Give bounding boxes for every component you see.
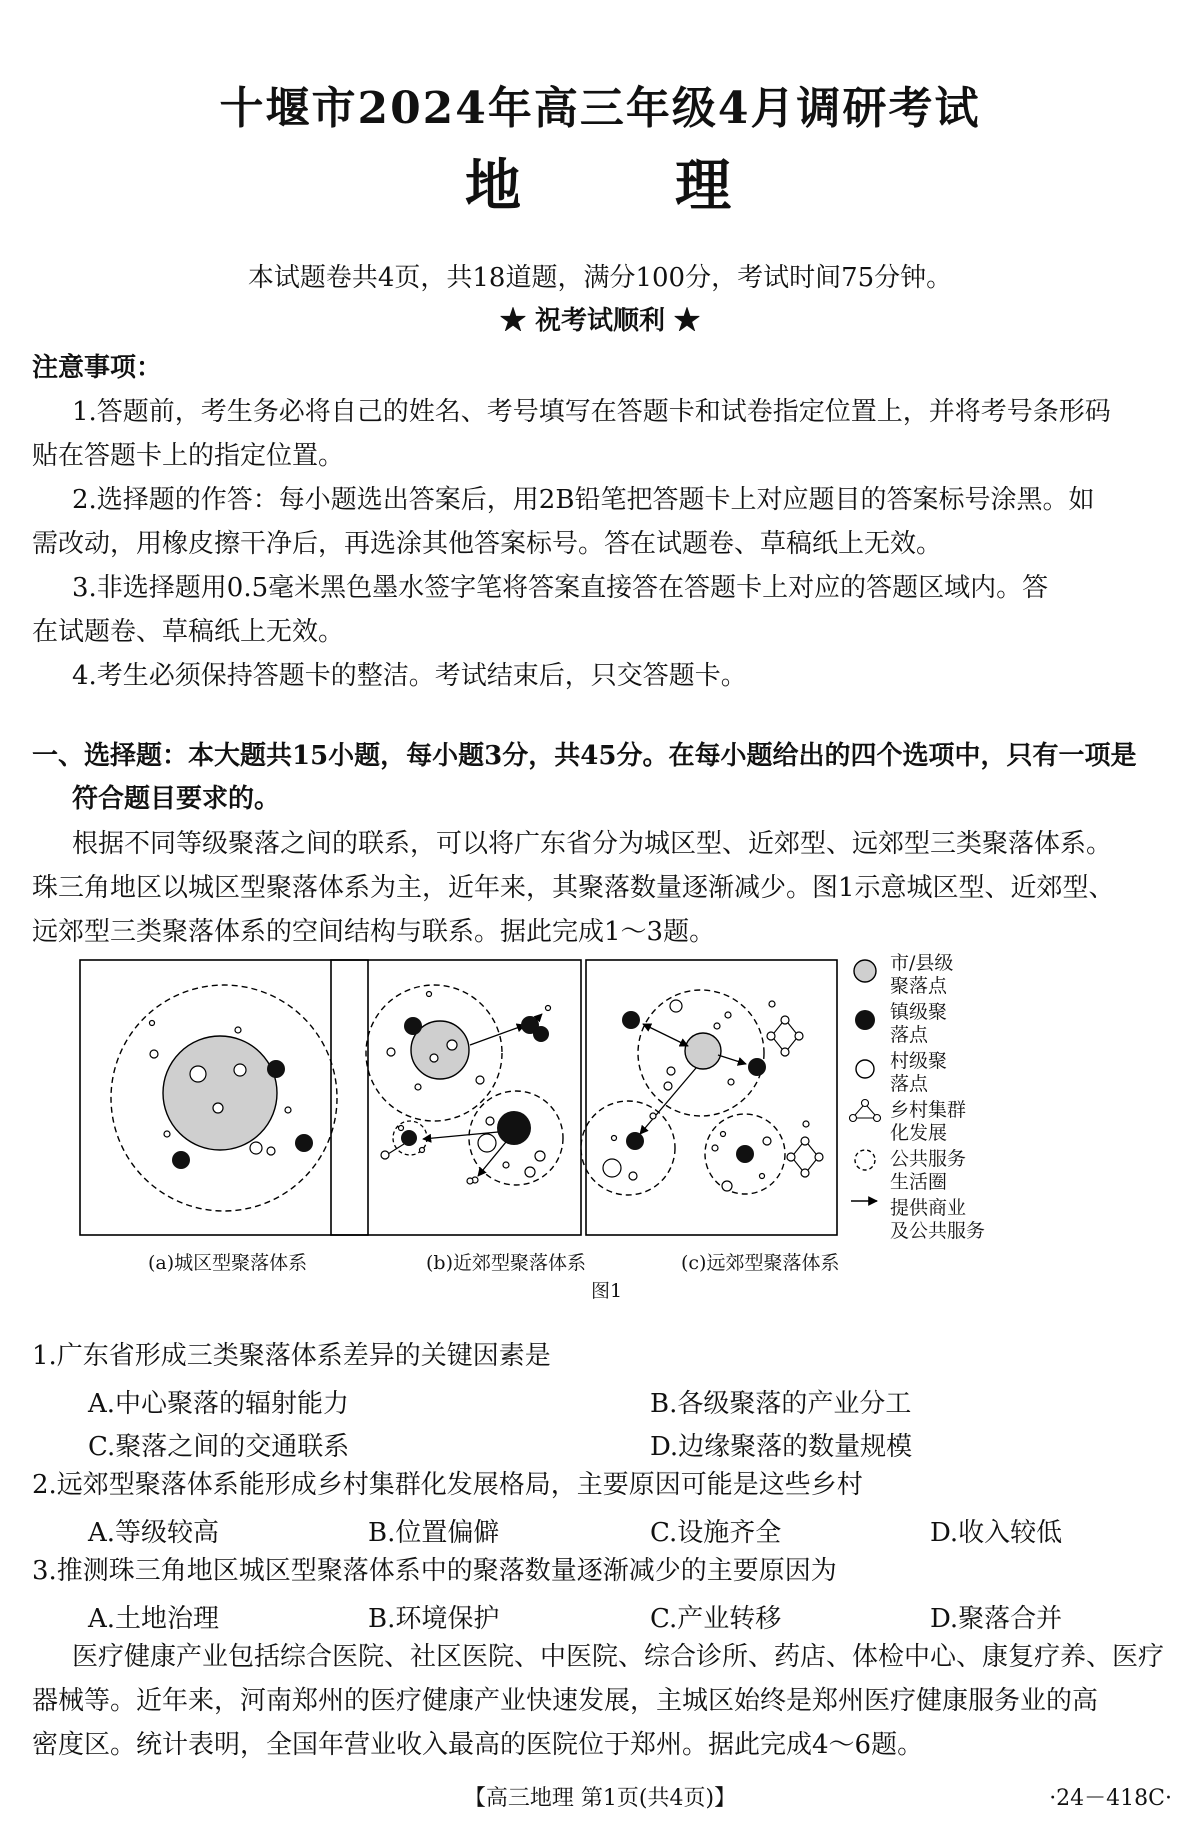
rural-cluster-icon — [850, 1100, 881, 1122]
notice-line: 1.答题前，考生务必将自己的姓名、考号填写在答题卡和试卷指定位置上，并将考号条形码 — [72, 397, 1111, 427]
notice-line: 2.选择题的作答：每小题选出答案后，用2B铅笔把答题卡上对应题目的答案标号涂黑。如 — [72, 485, 1095, 515]
legend-label-village: 村级聚 落点 — [890, 1050, 948, 1095]
question-1-option-b[interactable]: B.各级聚落的产业分工 — [650, 1389, 912, 1419]
town-settlement-icon — [855, 1010, 875, 1030]
question-3-option-b[interactable]: B.环境保护 — [368, 1604, 500, 1634]
figure-1 — [78, 952, 1138, 1302]
passage-line: 根据不同等级聚落之间的联系，可以将广东省分为城区型、近郊型、远郊型三类聚落体系。 — [72, 829, 1113, 859]
panel-c-caption: (c)远郊型聚落体系 — [681, 1252, 840, 1274]
figure-caption: 图1 — [591, 1280, 623, 1302]
passage-line: 珠三角地区以城区型聚落体系为主，近年来，其聚落数量逐渐减少。图1示意城区型、近郊型、 — [32, 873, 1115, 903]
notice-line: 需改动，用橡皮擦干净后，再选涂其他答案标号。答在试题卷、草稿纸上无效。 — [32, 529, 943, 559]
legend-label-service-arrow: 提供商业 及公共服务 — [890, 1197, 986, 1242]
rural-cluster-c2 — [787, 1137, 823, 1177]
panel-a-caption: (a)城区型聚落体系 — [148, 1252, 308, 1274]
good-luck-banner: ★ 祝考试顺利 ★ — [499, 306, 701, 336]
question-1-option-c[interactable]: C.聚落之间的交通联系 — [88, 1432, 350, 1462]
question-1-stem: 1.广东省形成三类聚落体系差异的关键因素是 — [32, 1341, 551, 1371]
question-3-option-c[interactable]: C.产业转移 — [650, 1604, 782, 1634]
panel-a-diagram — [80, 960, 368, 1235]
legend-label-town: 镇级聚 落点 — [890, 1001, 948, 1046]
exam-title: 十堰市2024年高三年级4月调研考试 — [219, 83, 981, 134]
legend-label-service-circle: 公共服务 生活圈 — [890, 1148, 967, 1193]
notice-line: 3.非选择题用0.5毫米黑色墨水签字笔将答案直接答在答题卡上对应的答题区域内。答 — [72, 573, 1049, 603]
settlement-system-diagram — [78, 958, 1138, 1293]
city-county-settlement-icon — [854, 960, 876, 982]
subject-char-2: 理 — [675, 153, 735, 219]
question-1-option-a[interactable]: A.中心聚落的辐射能力 — [88, 1389, 350, 1419]
legend-label-city: 市/县级 聚落点 — [890, 952, 954, 997]
section-heading-cont: 符合题目要求的。 — [72, 784, 281, 814]
passage-2-line: 医疗健康产业包括综合医院、社区医院、中医院、综合诊所、药店、体检中心、康复疗养、医疗 — [72, 1642, 1165, 1672]
notice-line: 4.考生必须保持答题卡的整洁。考试结束后，只交答题卡。 — [72, 661, 747, 691]
village-settlement-icon — [856, 1060, 874, 1078]
notice-heading: 注意事项： — [32, 353, 163, 383]
page-footer-label: 【高三地理 第1页(共4页)】 — [463, 1786, 737, 1811]
question-2-option-c[interactable]: C.设施齐全 — [650, 1518, 782, 1548]
passage-2-line: 密度区。统计表明，全国年营业收入最高的医院位于郑州。据此完成4～6题。 — [32, 1730, 924, 1760]
notice-line: 在试题卷、草稿纸上无效。 — [32, 617, 345, 647]
question-2-stem: 2.远郊型聚落体系能形成乡村集群化发展格局，主要原因可能是这些乡村 — [32, 1470, 863, 1500]
question-2-option-d[interactable]: D.收入较低 — [930, 1518, 1063, 1548]
section-heading: 一、选择题：本大题共15小题，每小题3分，共45分。在每小题给出的四个选项中，只有一项是 — [32, 741, 1137, 771]
public-service-circle-icon — [855, 1150, 875, 1170]
panel-b-caption: (b)近郊型聚落体系 — [426, 1252, 586, 1274]
question-2-option-b[interactable]: B.位置偏僻 — [368, 1518, 500, 1548]
question-3-option-a[interactable]: A.土地治理 — [88, 1604, 220, 1634]
question-2-option-a[interactable]: A.等级较高 — [88, 1518, 220, 1548]
subject-title — [0, 142, 1200, 222]
exam-info: 本试题卷共4页，共18道题，满分100分，考试时间75分钟。 — [247, 263, 953, 293]
question-3-stem: 3.推测珠三角地区城区型聚落体系中的聚落数量逐渐减少的主要原因为 — [32, 1556, 837, 1586]
panel-c-diagram — [581, 960, 837, 1235]
passage-2-line: 器械等。近年来，河南郑州的医疗健康产业快速发展，主城区始终是郑州医疗健康服务业的高 — [32, 1686, 1099, 1716]
question-3-option-d[interactable]: D.聚落合并 — [930, 1604, 1063, 1634]
page-footer-code: ·24－418C· — [1049, 1786, 1172, 1811]
passage-line: 远郊型三类聚落体系的空间结构与联系。据此完成1～3题。 — [32, 917, 716, 947]
legend-symbols — [850, 960, 881, 1201]
legend-label-cluster: 乡村集群 化发展 — [890, 1099, 967, 1144]
subject-char-1: 地 — [465, 153, 525, 219]
rural-cluster-c1 — [767, 1016, 803, 1056]
question-1-option-d[interactable]: D.边缘聚落的数量规模 — [650, 1432, 913, 1462]
notice-line: 贴在答题卡上的指定位置。 — [32, 441, 345, 471]
